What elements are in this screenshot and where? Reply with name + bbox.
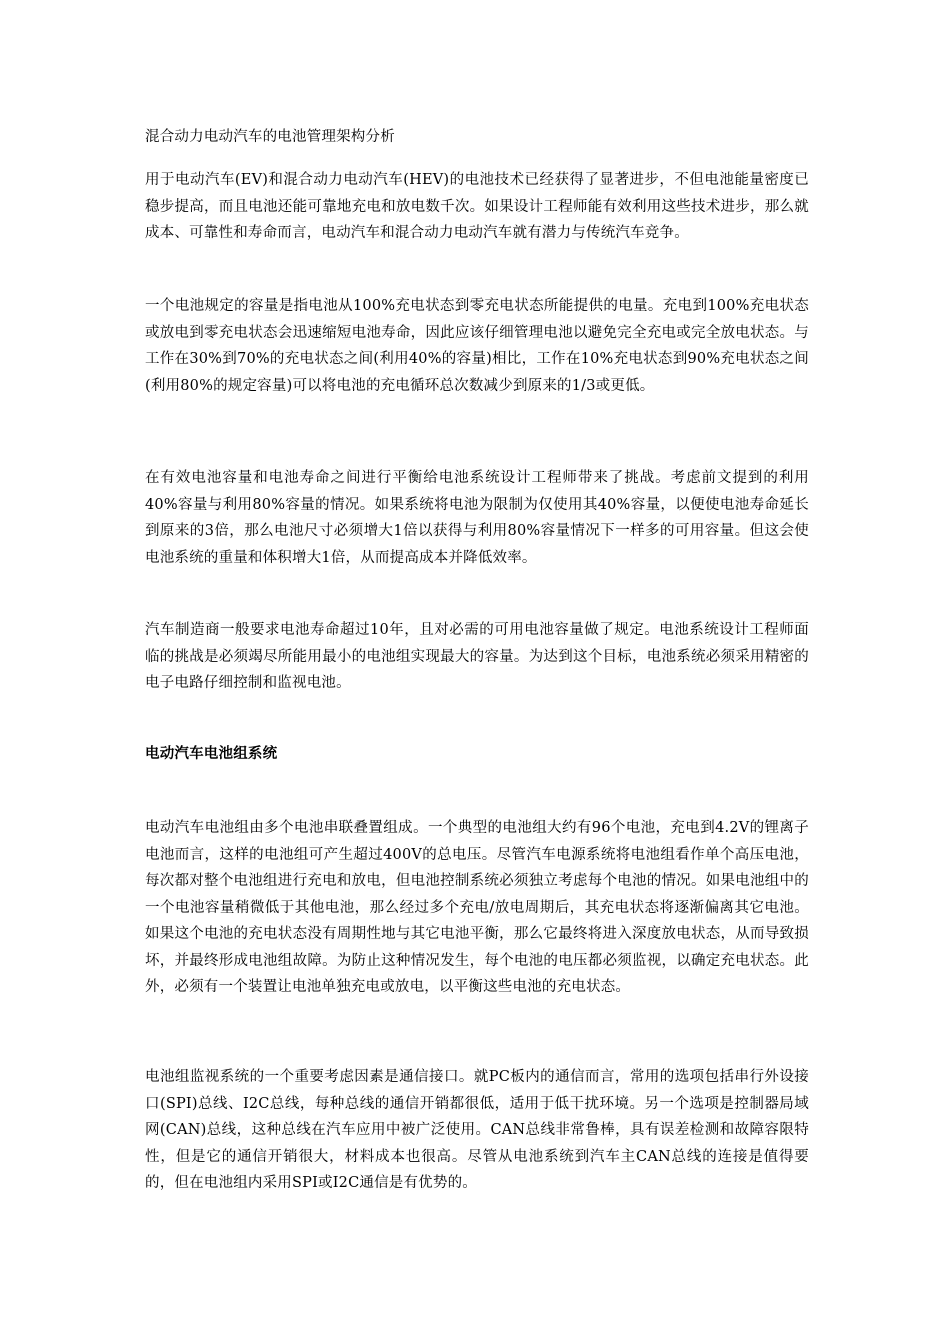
section-heading: 电动汽车电池组系统 [145, 746, 278, 762]
paragraph-tradeoff: 在有效电池容量和电池寿命之间进行平衡给电池系统设计工程师带来了挑战。考虑前文提到的利用40%容量与利用80%容量的情况。如果系统将电池为限制为仅使用其40%容量，以便使电池寿命延长到原来的3倍，那么电池尺寸必须增大1倍以获得与利用80%容量情况下一样多的可用容量。但这会使电池系统的重量和体积增大1倍，从而提高成本并降低效率。 [145, 470, 809, 566]
paragraph-capacity: 一个电池规定的容量是指电池从100%充电状态到零充电状态所能提供的电量。充电到100%充电状态或放电到零充电状态会迅速缩短电池寿命，因此应该仔细管理电池以避免完全充电或完全放电状态。与工作在30%到70%的充电状态之间(利用40%的容量)相比，工作在10%充电状态到90%充电状态之间(利用80%的规定容量)可以将电池的充电循环总次数减少到原来的1/3或更低。 [145, 298, 809, 394]
document-title: 混合动力电动汽车的电池管理架构分析 [145, 129, 395, 145]
paragraph-battery-pack: 电动汽车电池组由多个电池串联叠置组成。一个典型的电池组大约有96个电池，充电到4.2V的锂离子电池而言，这样的电池组可产生超过400V的总电压。尽管汽车电源系统将电池组看作单个高压电池，每次都对整个电池组进行充电和放电，但电池控制系统必须独立考虑每个电池的情况。如果电池组中的一个电池容量稍微低于其他电池，那么经过多个充电/放电周期后，其充电状态将逐渐偏离其它电池。如果这个电池的充电状态没有周期性地与其它电池平衡，那么它最终将进入深度放电状态，从而导致损坏，并最终形成电池组故障。为防止这种情况发生，每个电池的电压都必须监视，以确定充电状态。此外，必须有一个装置让电池单独充电或放电，以平衡这些电池的充电状态。 [145, 820, 809, 995]
paragraph-requirements: 汽车制造商一般要求电池寿命超过10年，且对必需的可用电池容量做了规定。电池系统设计工程师面临的挑战是必须竭尽所能用最小的电池组实现最大的容量。为达到这个目标，电池系统必须采用精密的电子电路仔细控制和监视电池。 [145, 622, 809, 691]
paragraph-intro: 用于电动汽车(EV)和混合动力电动汽车(HEV)的电池技术已经获得了显著进步，不但电池能量密度已稳步提高，而且电池还能可靠地充电和放电数千次。如果设计工程师能有效利用这些技术进步，那么就成本、可靠性和寿命而言，电动汽车和混合动力电动汽车就有潜力与传统汽车竞争。 [145, 172, 809, 241]
paragraph-communication: 电池组监视系统的一个重要考虑因素是通信接口。就PC板内的通信而言，常用的选项包括串行外设接口(SPI)总线、I2C总线，每种总线的通信开销都很低，适用于低干扰环境。另一个选项是控制器局域网(CAN)总线，这种总线在汽车应用中被广泛使用。CAN总线非常鲁棒，具有误差检测和故障容限特性，但是它的通信开销很大，材料成本也很高。尽管从电池系统到汽车主CAN总线的连接是值得要的，但在电池组内采用SPI或I2C通信是有优势的。 [145, 1069, 809, 1191]
